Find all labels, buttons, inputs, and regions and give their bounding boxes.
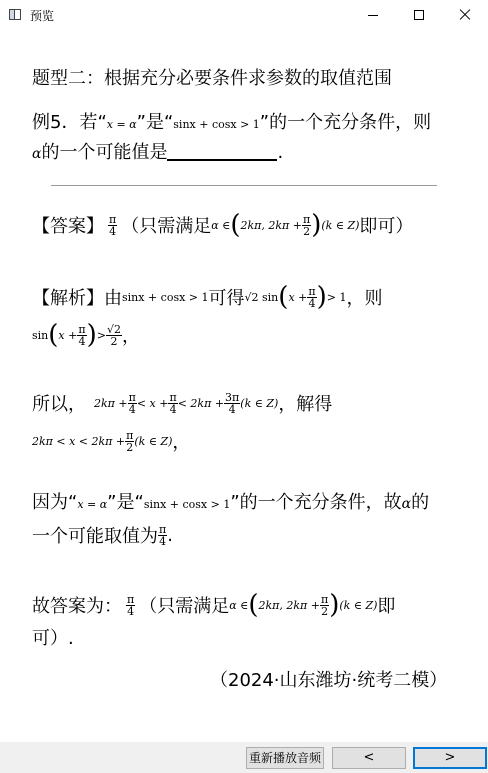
final-m-num: π bbox=[320, 592, 329, 606]
analysis-m2a: √2 sin bbox=[244, 290, 279, 304]
answer-den: 4 bbox=[109, 224, 117, 238]
analysis-m4-num2: π bbox=[169, 390, 177, 404]
close-icon[interactable] bbox=[442, 0, 488, 30]
analysis-m4-den1: 4 bbox=[128, 402, 136, 416]
example-question: 的一个可能值是 bbox=[41, 142, 168, 163]
final-note-suffix: 即 bbox=[377, 596, 396, 617]
analysis-m3a: sin bbox=[32, 328, 49, 342]
analysis-m3r-num: √2 bbox=[106, 322, 121, 336]
analysis-label: 【解析】 bbox=[32, 288, 104, 309]
analysis-m3c: > bbox=[96, 328, 106, 342]
analysis-t7-den: 4 bbox=[159, 534, 167, 548]
analysis-m2-num: π bbox=[308, 284, 316, 298]
paren: ( bbox=[230, 210, 241, 240]
analysis-t1: 由 bbox=[104, 288, 122, 309]
analysis-line-2 bbox=[32, 320, 140, 350]
analysis-line-5 bbox=[32, 488, 429, 514]
analysis-m4d: (k ∈ Z) bbox=[240, 396, 279, 410]
answer-math-a: α ∈ bbox=[211, 218, 231, 232]
example-cond2: sinx + cosx > 1 bbox=[173, 118, 260, 131]
analysis-m5-num: π bbox=[126, 428, 134, 442]
window-title: 预览 bbox=[30, 9, 55, 23]
analysis-line-3 bbox=[32, 390, 332, 416]
analysis-m5-frac bbox=[125, 430, 134, 453]
title-bar bbox=[0, 0, 488, 30]
paren: ) bbox=[86, 320, 97, 350]
example-prefix: 例5．若“ bbox=[32, 112, 107, 133]
analysis-line-6 bbox=[32, 522, 173, 548]
example-line-2 bbox=[32, 138, 283, 164]
answer-note-suffix: 即可） bbox=[359, 216, 414, 237]
analysis-m3-den: 4 bbox=[78, 334, 86, 348]
analysis-t7end: . bbox=[167, 524, 173, 546]
analysis-t6c: ”的一个充分条件，故 bbox=[230, 492, 402, 513]
preview-content bbox=[0, 30, 488, 742]
analysis-m4-frac3 bbox=[224, 392, 240, 415]
maximize-icon[interactable] bbox=[396, 0, 442, 30]
analysis-m4-den3: 4 bbox=[228, 402, 236, 416]
analysis-m2-frac bbox=[307, 286, 316, 309]
final-t1: 故答案为： bbox=[32, 596, 122, 617]
app-window-icon bbox=[9, 9, 21, 20]
analysis-t2: 可得 bbox=[208, 288, 245, 309]
replay-audio-button[interactable]: 重新播放音频 bbox=[246, 747, 324, 769]
analysis-m6c: α bbox=[401, 496, 412, 512]
analysis-m5a: 2kπ < x < 2kπ + bbox=[32, 434, 126, 448]
final-fraction bbox=[126, 594, 135, 617]
example-suffix: ”的一个充分条件，则 bbox=[259, 112, 432, 133]
analysis-m3-frac bbox=[77, 324, 86, 347]
final-m-frac bbox=[320, 594, 329, 617]
paren: ) bbox=[311, 210, 322, 240]
paren: ) bbox=[316, 282, 327, 312]
analysis-t7-frac bbox=[158, 524, 167, 547]
final-m-b: 2kπ, 2kπ + bbox=[258, 598, 320, 612]
analysis-m2-den: 4 bbox=[308, 296, 316, 310]
analysis-m4c: < 2kπ + bbox=[177, 396, 225, 410]
example-line-1 bbox=[32, 108, 431, 134]
analysis-m4-frac2 bbox=[168, 392, 177, 415]
final-note-prefix: （只需满足 bbox=[139, 596, 230, 617]
final-m-den: 2 bbox=[321, 604, 329, 618]
analysis-m4-num3: 3π bbox=[225, 390, 240, 404]
analysis-line-4 bbox=[32, 428, 190, 454]
answer-note-prefix: （只需满足 bbox=[121, 216, 212, 237]
analysis-t6b: ”是“ bbox=[107, 492, 144, 513]
analysis-m3r-frac bbox=[106, 324, 122, 347]
analysis-m5b: (k ∈ Z) bbox=[134, 434, 173, 448]
answer-math-num: π bbox=[302, 212, 311, 226]
example-alpha: α bbox=[32, 146, 42, 162]
example-end: . bbox=[277, 142, 284, 163]
analysis-t6d: 的 bbox=[411, 492, 430, 513]
analysis-m4b: < x + bbox=[136, 396, 169, 410]
final-m-a: α ∈ bbox=[229, 598, 249, 612]
answer-math-c: (k ∈ Z) bbox=[321, 218, 360, 232]
analysis-t5: ，解得 bbox=[278, 394, 333, 415]
analysis-t7-num: π bbox=[159, 522, 167, 536]
example-mid: ”是“ bbox=[136, 112, 174, 133]
paren: ) bbox=[329, 590, 340, 620]
paren: ( bbox=[48, 320, 59, 350]
analysis-m2c: > 1 bbox=[326, 290, 347, 304]
answer-blank bbox=[167, 141, 277, 161]
analysis-m5end: ， bbox=[172, 432, 191, 453]
answer-fraction bbox=[108, 214, 117, 237]
analysis-m4-den2: 4 bbox=[169, 402, 177, 416]
answer-num: π bbox=[109, 212, 117, 226]
analysis-line-1 bbox=[32, 282, 382, 312]
final-den: 4 bbox=[127, 604, 135, 618]
final-line-1 bbox=[32, 590, 395, 620]
previous-button[interactable]: < bbox=[332, 747, 406, 769]
paren: ( bbox=[278, 282, 289, 312]
answer-math-b: 2kπ, 2kπ + bbox=[240, 218, 302, 232]
analysis-m6b: sinx + cosx > 1 bbox=[143, 498, 231, 511]
analysis-m3end: ， bbox=[121, 326, 140, 347]
analysis-m4-num1: π bbox=[128, 390, 136, 404]
final-num: π bbox=[127, 592, 135, 606]
bottom-toolbar bbox=[0, 742, 488, 773]
analysis-m4-frac1 bbox=[128, 392, 137, 415]
answer-math-frac bbox=[302, 214, 311, 237]
section-heading: 题型二：根据充分必要条件求参数的取值范围 bbox=[32, 68, 392, 89]
analysis-m3-num: π bbox=[78, 322, 86, 336]
analysis-t3: ，则 bbox=[346, 288, 383, 309]
paren: ( bbox=[248, 590, 259, 620]
minimize-icon[interactable] bbox=[350, 0, 396, 30]
analysis-m4a: 2kπ + bbox=[94, 396, 128, 410]
analysis-t7: 一个可能取值为 bbox=[32, 526, 158, 547]
answer-label: 【答案】 bbox=[32, 216, 104, 237]
analysis-t6a: 因为“ bbox=[32, 492, 78, 513]
final-line-2: 可）. bbox=[32, 628, 74, 649]
source-citation: （2024·山东潍坊·统考二模） bbox=[210, 670, 448, 691]
analysis-m3r-den: 2 bbox=[110, 334, 118, 348]
answer-math-den: 2 bbox=[303, 224, 311, 238]
example-cond1: x = α bbox=[106, 118, 137, 131]
final-m-c: (k ∈ Z) bbox=[339, 598, 378, 612]
analysis-m3b: x + bbox=[58, 328, 78, 342]
next-button[interactable]: > bbox=[413, 747, 487, 769]
divider bbox=[51, 185, 437, 186]
analysis-t4: 所以， bbox=[32, 394, 86, 415]
analysis-m1: sinx + cosx > 1 bbox=[122, 290, 209, 304]
analysis-m2b: x + bbox=[288, 290, 308, 304]
answer-line bbox=[32, 210, 413, 240]
analysis-m6a: x = α bbox=[77, 498, 108, 511]
analysis-m5-den: 2 bbox=[126, 440, 134, 454]
